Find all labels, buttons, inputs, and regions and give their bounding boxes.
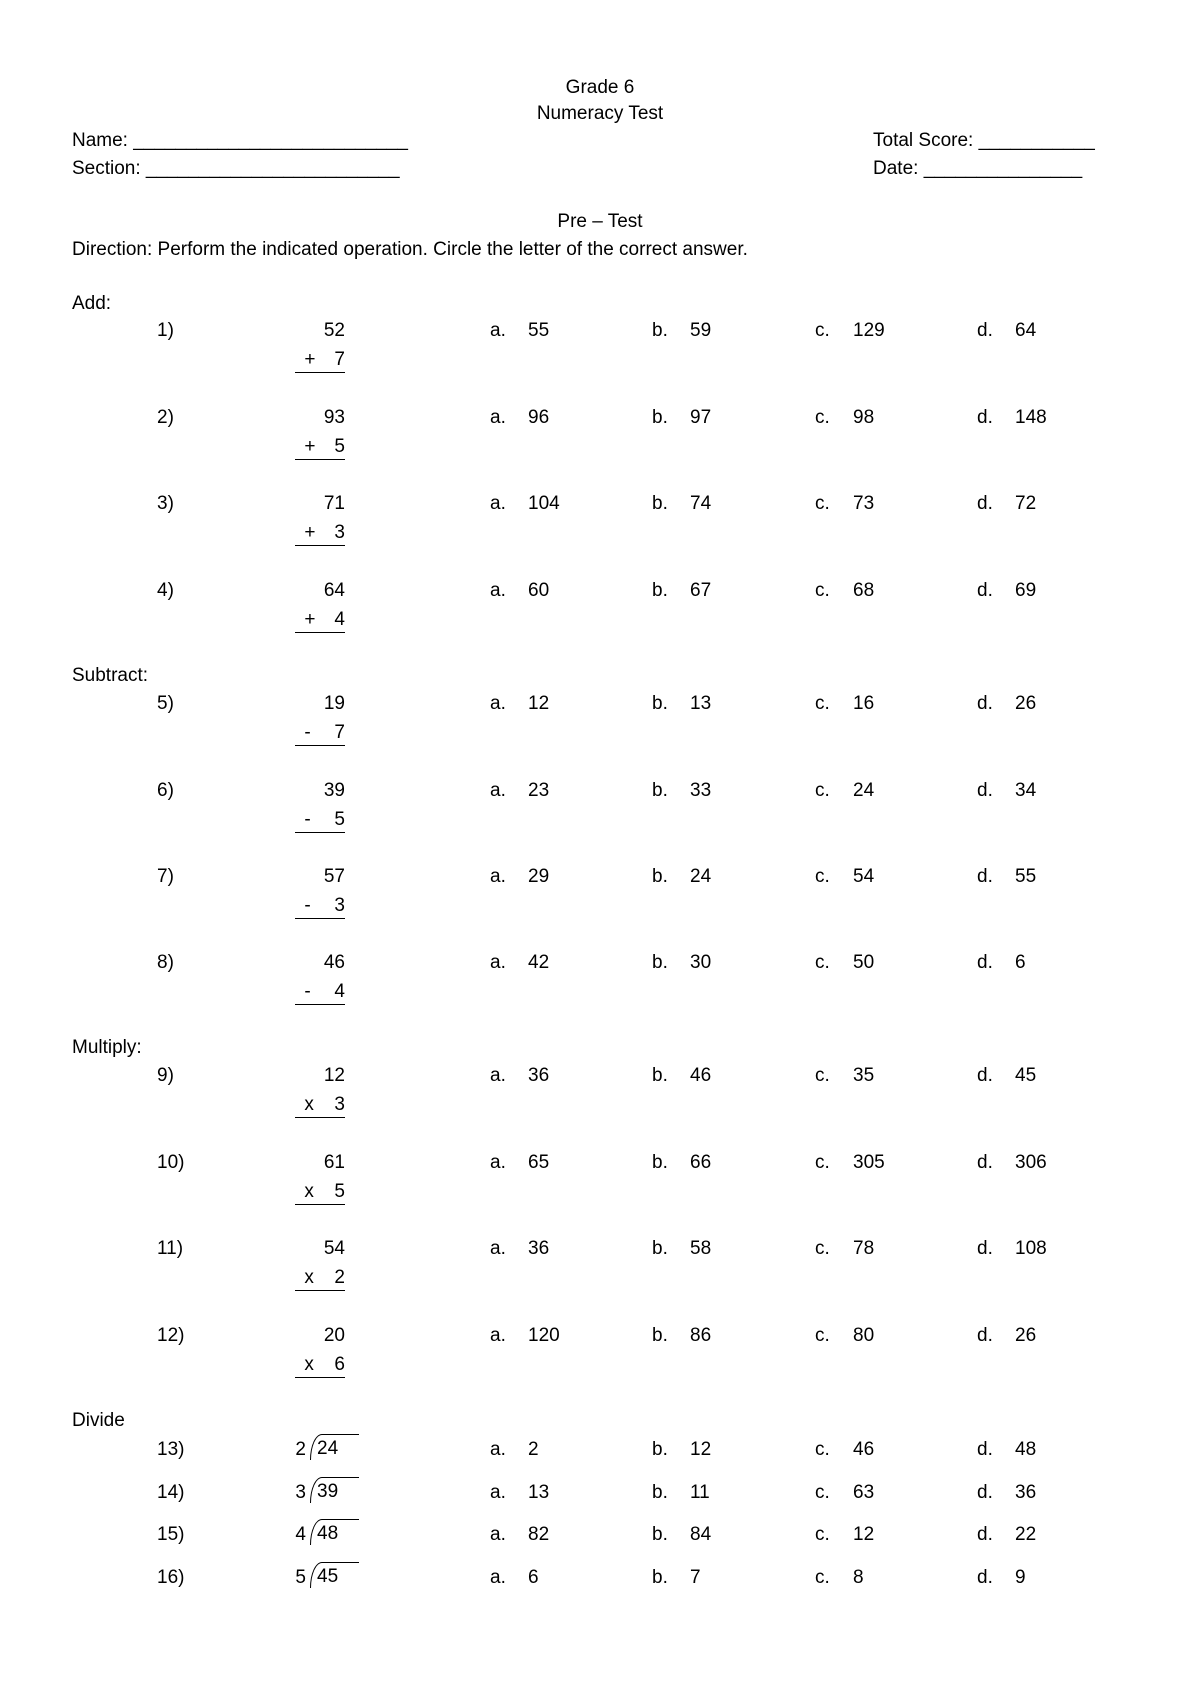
choice-c[interactable] [815, 781, 874, 800]
choice-value: 23 [528, 780, 550, 801]
choice-letter: a. [490, 407, 506, 428]
choice-c[interactable] [815, 1239, 874, 1258]
choice-d[interactable] [977, 781, 1036, 800]
choice-b[interactable] [652, 1153, 711, 1172]
operator-sign: x [304, 1094, 314, 1115]
choice-letter: a. [490, 580, 506, 601]
divisor: 2 [295, 1439, 306, 1460]
choice-letter: b. [652, 1325, 668, 1346]
choice-letter: d. [977, 866, 993, 887]
choice-a[interactable] [490, 1153, 549, 1172]
choice-letter: d. [977, 320, 993, 341]
choice-letter: a. [490, 780, 506, 801]
operator-sign: + [304, 436, 316, 457]
choice-value: 305 [853, 1152, 885, 1173]
operator-sign: - [304, 895, 311, 916]
name-field[interactable]: Name: __________________________ [72, 130, 408, 151]
choice-letter: b. [652, 580, 668, 601]
choice-letter: d. [977, 1524, 993, 1545]
choice-value: 129 [853, 320, 885, 341]
choice-value: 69 [1015, 580, 1037, 601]
choice-letter: b. [652, 1152, 668, 1173]
grade-title: Grade 6 [565, 77, 635, 98]
choice-value: 67 [690, 580, 712, 601]
operand-bottom [295, 437, 345, 460]
choice-letter: a. [490, 1152, 506, 1173]
choice-value: 86 [690, 1325, 712, 1346]
choice-letter: b. [652, 493, 668, 514]
choice-b[interactable] [652, 1066, 711, 1085]
operand-top: 39 [323, 780, 345, 801]
section-label-multiply: Multiply: [72, 1037, 142, 1058]
operator-sign: + [304, 522, 316, 543]
choice-value: 97 [690, 407, 712, 428]
problem-number: 14) [157, 1482, 185, 1503]
problem-number: 9) [157, 1065, 174, 1086]
problem-number: 10) [157, 1152, 185, 1173]
choice-value: 34 [1015, 780, 1037, 801]
operator-sign: + [304, 609, 316, 630]
choice-letter: b. [652, 780, 668, 801]
choice-value: 9 [1015, 1567, 1026, 1588]
choice-b[interactable] [652, 1568, 701, 1587]
choice-letter: a. [490, 1238, 506, 1259]
choice-letter: b. [652, 1524, 668, 1545]
choice-value: 148 [1015, 407, 1047, 428]
choice-c[interactable] [815, 581, 874, 600]
choice-value: 48 [1015, 1439, 1037, 1460]
choice-c[interactable] [815, 494, 874, 513]
operand-top: 20 [323, 1325, 345, 1346]
choice-letter: b. [652, 1065, 668, 1086]
choice-letter: c. [815, 780, 830, 801]
choice-b[interactable] [652, 321, 711, 340]
operand-bottom [295, 1095, 345, 1118]
operand-top: 64 [323, 580, 345, 601]
choice-letter: c. [815, 1065, 830, 1086]
choice-value: 64 [1015, 320, 1037, 341]
problem-number: 3) [157, 493, 174, 514]
choice-value: 98 [853, 407, 875, 428]
choice-d[interactable] [977, 694, 1036, 713]
choice-letter: d. [977, 693, 993, 714]
choice-letter: c. [815, 493, 830, 514]
choice-b[interactable] [652, 781, 711, 800]
operand-top: 57 [323, 866, 345, 887]
choice-letter: d. [977, 1065, 993, 1086]
section-field[interactable]: Section: ________________________ [72, 158, 400, 179]
choice-letter: c. [815, 407, 830, 428]
choice-letter: c. [815, 693, 830, 714]
operand-bottom-value: 6 [334, 1354, 345, 1375]
operand-bottom [295, 523, 345, 546]
choice-letter: b. [652, 320, 668, 341]
choice-b[interactable] [652, 953, 711, 972]
choice-value: 6 [1015, 952, 1026, 973]
choice-value: 65 [528, 1152, 550, 1173]
section-label-subtract: Subtract: [72, 665, 149, 686]
operand-top: 71 [323, 493, 345, 514]
choice-a[interactable] [490, 408, 549, 427]
choice-letter: a. [490, 1325, 506, 1346]
total-score-field[interactable]: Total Score: ___________ [873, 130, 1095, 151]
choice-value: 22 [1015, 1524, 1037, 1545]
choice-d[interactable] [977, 408, 1047, 427]
choice-c[interactable] [815, 694, 874, 713]
direction-text: Direction: Perform the indicated operation. Circle the letter of the correct answer. [72, 239, 748, 260]
dividend-bracket: 39 [310, 1477, 359, 1503]
choice-a[interactable] [490, 1525, 549, 1544]
operand-bottom [295, 1355, 345, 1378]
choice-d[interactable] [977, 1440, 1036, 1459]
choice-value: 30 [690, 952, 712, 973]
choice-value: 74 [690, 493, 712, 514]
choice-c[interactable] [815, 953, 874, 972]
choice-a[interactable] [490, 781, 549, 800]
choice-letter: c. [815, 1238, 830, 1259]
choice-c[interactable] [815, 1066, 874, 1085]
choice-letter: d. [977, 1482, 993, 1503]
operand-bottom-value: 3 [334, 1094, 345, 1115]
choice-value: 73 [853, 493, 875, 514]
choice-value: 7 [690, 1567, 701, 1588]
choice-value: 35 [853, 1065, 875, 1086]
choice-d[interactable] [977, 1568, 1026, 1587]
choice-b[interactable] [652, 694, 711, 713]
operand-bottom [295, 896, 345, 919]
choice-c[interactable] [815, 1440, 874, 1459]
operand-top: 93 [323, 407, 345, 428]
choice-letter: d. [977, 493, 993, 514]
choice-value: 66 [690, 1152, 712, 1173]
operand-bottom-value: 7 [334, 349, 345, 370]
choice-value: 55 [528, 320, 550, 341]
choice-d[interactable] [977, 1066, 1036, 1085]
choice-b[interactable] [652, 1440, 711, 1459]
choice-value: 54 [853, 866, 875, 887]
dividend-bracket: 48 [310, 1519, 359, 1545]
operator-sign: x [304, 1181, 314, 1202]
choice-letter: c. [815, 580, 830, 601]
choice-letter: a. [490, 1439, 506, 1460]
problem-number: 4) [157, 580, 174, 601]
choice-value: 104 [528, 493, 560, 514]
choice-a[interactable] [490, 581, 549, 600]
pretest-title: Pre – Test [557, 211, 643, 232]
choice-letter: a. [490, 866, 506, 887]
problem-number: 15) [157, 1524, 185, 1545]
choice-letter: a. [490, 693, 506, 714]
operand-bottom-value: 5 [334, 436, 345, 457]
operand-top: 19 [323, 693, 345, 714]
problem-number: 13) [157, 1439, 185, 1460]
choice-letter: b. [652, 1238, 668, 1259]
choice-a[interactable] [490, 1066, 549, 1085]
choice-value: 59 [690, 320, 712, 341]
choice-letter: d. [977, 780, 993, 801]
choice-b[interactable] [652, 1483, 710, 1502]
choice-value: 13 [528, 1482, 550, 1503]
choice-a[interactable] [490, 1326, 560, 1345]
choice-b[interactable] [652, 408, 711, 427]
choice-letter: c. [815, 1567, 830, 1588]
choice-value: 36 [528, 1238, 550, 1259]
choice-value: 120 [528, 1325, 560, 1346]
choice-value: 12 [528, 693, 550, 714]
choice-a[interactable] [490, 1483, 549, 1502]
choice-letter: d. [977, 1152, 993, 1173]
choice-letter: b. [652, 1567, 668, 1588]
choice-value: 36 [528, 1065, 550, 1086]
choice-value: 2 [528, 1439, 539, 1460]
choice-letter: d. [977, 1238, 993, 1259]
choice-a[interactable] [490, 1239, 549, 1258]
choice-letter: b. [652, 1439, 668, 1460]
choice-a[interactable] [490, 494, 560, 513]
choice-letter: b. [652, 866, 668, 887]
operand-bottom [295, 810, 345, 833]
choice-a[interactable] [490, 1568, 539, 1587]
choice-letter: d. [977, 580, 993, 601]
choice-c[interactable] [815, 867, 874, 886]
problem-number: 12) [157, 1325, 185, 1346]
divisor: 4 [295, 1524, 306, 1545]
operand-bottom-value: 5 [334, 809, 345, 830]
choice-d[interactable] [977, 1239, 1047, 1258]
choice-value: 12 [853, 1524, 875, 1545]
choice-value: 24 [690, 866, 712, 887]
operand-bottom-value: 2 [334, 1267, 345, 1288]
choice-value: 46 [853, 1439, 875, 1460]
choice-letter: b. [652, 1482, 668, 1503]
operand-bottom [295, 723, 345, 746]
choice-a[interactable] [490, 694, 549, 713]
choice-value: 55 [1015, 866, 1037, 887]
choice-value: 29 [528, 866, 550, 887]
divisor: 5 [295, 1567, 306, 1588]
choice-letter: c. [815, 1524, 830, 1545]
choice-letter: b. [652, 952, 668, 973]
problem-number: 6) [157, 780, 174, 801]
choice-letter: b. [652, 407, 668, 428]
choice-value: 26 [1015, 693, 1037, 714]
choice-b[interactable] [652, 581, 711, 600]
operand-bottom [295, 1182, 345, 1205]
choice-d[interactable] [977, 1483, 1036, 1502]
section-label-divide: Divide [72, 1410, 125, 1431]
choice-value: 108 [1015, 1238, 1047, 1259]
choice-d[interactable] [977, 321, 1036, 340]
choice-letter: d. [977, 1439, 993, 1460]
choice-value: 13 [690, 693, 712, 714]
choice-value: 96 [528, 407, 550, 428]
section-label-add: Add: [72, 293, 112, 314]
choice-c[interactable] [815, 1525, 874, 1544]
operand-bottom [295, 610, 345, 633]
operator-sign: - [304, 722, 311, 743]
choice-d[interactable] [977, 1525, 1036, 1544]
choice-letter: c. [815, 866, 830, 887]
choice-d[interactable] [977, 581, 1036, 600]
choice-value: 16 [853, 693, 875, 714]
choice-d[interactable] [977, 1153, 1047, 1172]
choice-letter: a. [490, 1567, 506, 1588]
choice-letter: a. [490, 1524, 506, 1545]
choice-value: 82 [528, 1524, 550, 1545]
choice-value: 45 [1015, 1065, 1037, 1086]
choice-value: 68 [853, 580, 875, 601]
choice-value: 80 [853, 1325, 875, 1346]
choice-letter: c. [815, 1152, 830, 1173]
choice-value: 8 [853, 1567, 864, 1588]
operator-sign: x [304, 1267, 314, 1288]
operator-sign: - [304, 809, 311, 830]
choice-value: 60 [528, 580, 550, 601]
choice-letter: a. [490, 952, 506, 973]
choice-value: 63 [853, 1482, 875, 1503]
choice-b[interactable] [652, 1239, 711, 1258]
choice-a[interactable] [490, 321, 549, 340]
choice-letter: d. [977, 1325, 993, 1346]
operator-sign: + [304, 349, 316, 370]
choice-value: 50 [853, 952, 875, 973]
choice-b[interactable] [652, 494, 711, 513]
operand-bottom [295, 982, 345, 1005]
operand-top: 54 [323, 1238, 345, 1259]
choice-value: 11 [690, 1482, 710, 1503]
operand-bottom-value: 5 [334, 1181, 345, 1202]
choice-a[interactable] [490, 867, 549, 886]
choice-a[interactable] [490, 1440, 539, 1459]
choice-value: 58 [690, 1238, 712, 1259]
choice-value: 42 [528, 952, 550, 973]
problem-number: 8) [157, 952, 174, 973]
choice-value: 72 [1015, 493, 1037, 514]
choice-c[interactable] [815, 1326, 874, 1345]
operand-top: 61 [323, 1152, 345, 1173]
dividend-bracket: 24 [310, 1434, 359, 1460]
choice-c[interactable] [815, 408, 874, 427]
problem-number: 7) [157, 866, 174, 887]
operand-bottom [295, 1268, 345, 1291]
operand-bottom [295, 350, 345, 373]
test-title: Numeracy Test [536, 103, 664, 124]
dividend-bracket: 45 [310, 1562, 359, 1588]
choice-d[interactable] [977, 867, 1036, 886]
date-field[interactable]: Date: _______________ [873, 158, 1083, 179]
choice-value: 24 [853, 780, 875, 801]
choice-c[interactable] [815, 321, 885, 340]
operator-sign: x [304, 1354, 314, 1375]
choice-letter: d. [977, 952, 993, 973]
choice-letter: a. [490, 1482, 506, 1503]
problem-number: 11) [157, 1238, 184, 1259]
choice-letter: c. [815, 1325, 830, 1346]
choice-letter: b. [652, 693, 668, 714]
choice-letter: d. [977, 407, 993, 428]
choice-value: 6 [528, 1567, 539, 1588]
divisor: 3 [295, 1482, 306, 1503]
choice-letter: c. [815, 320, 830, 341]
choice-value: 78 [853, 1238, 875, 1259]
choice-letter: a. [490, 493, 506, 514]
choice-value: 36 [1015, 1482, 1037, 1503]
choice-value: 26 [1015, 1325, 1037, 1346]
operand-bottom-value: 4 [334, 981, 345, 1002]
choice-value: 306 [1015, 1152, 1047, 1173]
choice-letter: a. [490, 320, 506, 341]
choice-d[interactable] [977, 494, 1036, 513]
problem-number: 2) [157, 407, 174, 428]
choice-d[interactable] [977, 1326, 1036, 1345]
choice-value: 12 [690, 1439, 712, 1460]
operand-top: 52 [323, 320, 345, 341]
operand-bottom-value: 7 [334, 722, 345, 743]
choice-letter: d. [977, 1567, 993, 1588]
choice-letter: a. [490, 1065, 506, 1086]
operand-bottom-value: 4 [334, 609, 345, 630]
choice-d[interactable] [977, 953, 1026, 972]
choice-a[interactable] [490, 953, 549, 972]
operand-bottom-value: 3 [334, 895, 345, 916]
choice-value: 84 [690, 1524, 712, 1545]
problem-number: 1) [157, 320, 174, 341]
choice-letter: c. [815, 952, 830, 973]
operand-top: 12 [323, 1065, 345, 1086]
choice-c[interactable] [815, 1153, 885, 1172]
operand-bottom-value: 3 [334, 522, 345, 543]
choice-value: 33 [690, 780, 712, 801]
problem-number: 5) [157, 693, 174, 714]
choice-value: 46 [690, 1065, 712, 1086]
operator-sign: - [304, 981, 311, 1002]
choice-letter: c. [815, 1439, 830, 1460]
choice-b[interactable] [652, 1326, 711, 1345]
choice-c[interactable] [815, 1483, 874, 1502]
choice-b[interactable] [652, 1525, 711, 1544]
choice-b[interactable] [652, 867, 711, 886]
choice-c[interactable] [815, 1568, 864, 1587]
choice-letter: c. [815, 1482, 830, 1503]
problem-number: 16) [157, 1567, 185, 1588]
operand-top: 46 [323, 952, 345, 973]
